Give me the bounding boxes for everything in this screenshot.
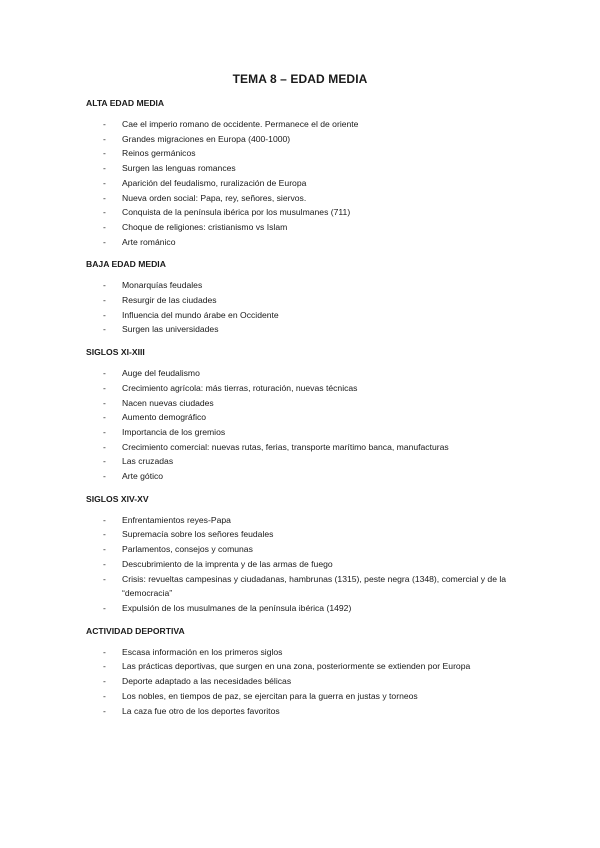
bullet-dash: - (103, 456, 106, 467)
list-item (86, 513, 526, 528)
list-item (86, 601, 526, 616)
section-list (86, 366, 526, 484)
list-item-text: Aumento demográfico (122, 412, 207, 423)
list-item (86, 117, 526, 132)
section-list (86, 117, 526, 249)
bullet-dash: - (103, 529, 106, 540)
list-item-text: Enfrentamientos reyes-Papa (122, 514, 231, 525)
section-heading: SIGLOS XI-XIII (86, 347, 145, 358)
list-item-text: Las prácticas deportivas, que surgen en una zona, posteriormente se extienden por Europa (122, 661, 471, 672)
list-item (86, 322, 526, 337)
bullet-dash: - (103, 661, 106, 672)
section-list (86, 278, 526, 337)
list-item-text: Surgen las lenguas romances (122, 163, 236, 174)
bullet-dash: - (103, 309, 106, 320)
list-item-text: Las cruzadas (122, 456, 174, 467)
list-item-text: Crecimiento agrícola: más tierras, roturación, nuevas técnicas (122, 382, 358, 393)
list-item (86, 146, 526, 161)
list-item (86, 308, 526, 323)
bullet-dash: - (103, 514, 106, 525)
section (86, 97, 526, 249)
section-list (86, 645, 526, 719)
section-heading: ALTA EDAD MEDIA (86, 98, 165, 108)
bullet-dash: - (103, 295, 106, 306)
list-item-text: Nacen nuevas ciudades (122, 397, 214, 408)
list-item (86, 557, 526, 572)
list-item (86, 527, 526, 542)
section (86, 625, 526, 719)
list-item-text: Resurgir de las ciudades (122, 295, 217, 306)
bullet-dash: - (103, 676, 106, 687)
list-item (86, 425, 526, 440)
list-item-text: Importancia de los gremios (122, 426, 226, 437)
list-item (86, 235, 526, 250)
bullet-dash: - (103, 558, 106, 569)
list-item (86, 132, 526, 147)
list-item-text: Parlamentos, consejos y comunas (122, 544, 253, 555)
section-list (86, 513, 526, 616)
list-item-text: Grandes migraciones en Europa (400-1000) (122, 133, 291, 144)
list-item (86, 191, 526, 206)
document-content (86, 97, 526, 727)
bullet-dash: - (103, 602, 106, 613)
list-item (86, 410, 526, 425)
bullet-dash: - (103, 412, 106, 423)
section (86, 346, 526, 484)
page-title: TEMA 8 – EDAD MEDIA (232, 72, 368, 86)
section-heading: BAJA EDAD MEDIA (86, 259, 166, 270)
list-item (86, 293, 526, 308)
list-item-text: Los nobles, en tiempos de paz, se ejercitan para la guerra en justas y torneos (122, 690, 418, 701)
list-item-text: Escasa información en los primeros siglos (122, 646, 283, 657)
bullet-dash: - (103, 192, 106, 203)
bullet-dash: - (103, 324, 106, 335)
list-item-text: Deporte adaptado a las necesidades bélicas (122, 676, 292, 687)
bullet-dash: - (103, 368, 106, 379)
list-item (86, 161, 526, 176)
bullet-dash: - (103, 221, 106, 232)
list-item-text: Cae el imperio romano de occidente. Permanece el de oriente (122, 119, 359, 129)
section (86, 493, 526, 616)
list-item-text: Crecimiento comercial: nuevas rutas, ferias, transporte marítimo banca, manufacturas (122, 441, 449, 452)
list-item-text: Aparición del feudalismo, ruralización de Europa (122, 177, 307, 188)
bullet-dash: - (103, 397, 106, 408)
bullet-dash: - (103, 119, 106, 129)
list-item (86, 381, 526, 396)
bullet-dash: - (103, 280, 106, 291)
list-item (86, 659, 526, 674)
list-item-text: Crisis: revueltas campesinas y ciudadanas, hambrunas (1315), peste negra (1348), comercial y de la “democracia” (122, 573, 507, 599)
bullet-dash: - (103, 573, 106, 584)
list-item-text: Conquista de la península ibérica por los musulmanes (711) (122, 207, 351, 218)
bullet-dash: - (103, 646, 106, 657)
list-item (86, 572, 526, 601)
bullet-dash: - (103, 163, 106, 174)
list-item-text: Nueva orden social: Papa, rey, señores, siervos. (122, 192, 307, 203)
list-item (86, 674, 526, 689)
list-item (86, 220, 526, 235)
list-item (86, 689, 526, 704)
bullet-dash: - (103, 236, 106, 247)
list-item-text: Arte gótico (122, 471, 164, 482)
list-item-text: Choque de religiones: cristianismo vs Islam (122, 221, 288, 232)
list-item-text: Surgen las universidades (122, 324, 219, 335)
list-item (86, 176, 526, 191)
list-item (86, 440, 526, 455)
list-item (86, 278, 526, 293)
list-item (86, 366, 526, 381)
list-item-text: Auge del feudalismo (122, 368, 200, 379)
list-item-text: Supremacía sobre los señores feudales (122, 529, 274, 540)
section (86, 258, 526, 337)
list-item-text: La caza fue otro de los deportes favoritos (122, 705, 280, 716)
list-item-text: Arte románico (122, 236, 176, 247)
list-item (86, 542, 526, 557)
bullet-dash: - (103, 426, 106, 437)
section-heading: ACTIVIDAD DEPORTIVA (86, 625, 185, 636)
bullet-dash: - (103, 690, 106, 701)
bullet-dash: - (103, 177, 106, 188)
bullet-dash: - (103, 544, 106, 555)
list-item (86, 704, 526, 719)
list-item (86, 469, 526, 484)
list-item-text: Descubrimiento de la imprenta y de las armas de fuego (122, 558, 333, 569)
bullet-dash: - (103, 133, 106, 144)
list-item (86, 396, 526, 411)
bullet-dash: - (103, 471, 106, 482)
list-item-text: Reinos germánicos (122, 148, 196, 159)
list-item (86, 454, 526, 469)
list-item-text: Expulsión de los musulmanes de la península ibérica (1492) (122, 602, 352, 613)
section-heading: SIGLOS XIV-XV (86, 493, 149, 504)
list-item (86, 205, 526, 220)
bullet-dash: - (103, 705, 106, 716)
list-item-text: Monarquías feudales (122, 280, 203, 291)
bullet-dash: - (103, 207, 106, 218)
list-item-text: Influencia del mundo árabe en Occidente (122, 309, 279, 320)
list-item (86, 645, 526, 660)
bullet-dash: - (103, 441, 106, 452)
bullet-dash: - (103, 148, 106, 159)
bullet-dash: - (103, 382, 106, 393)
